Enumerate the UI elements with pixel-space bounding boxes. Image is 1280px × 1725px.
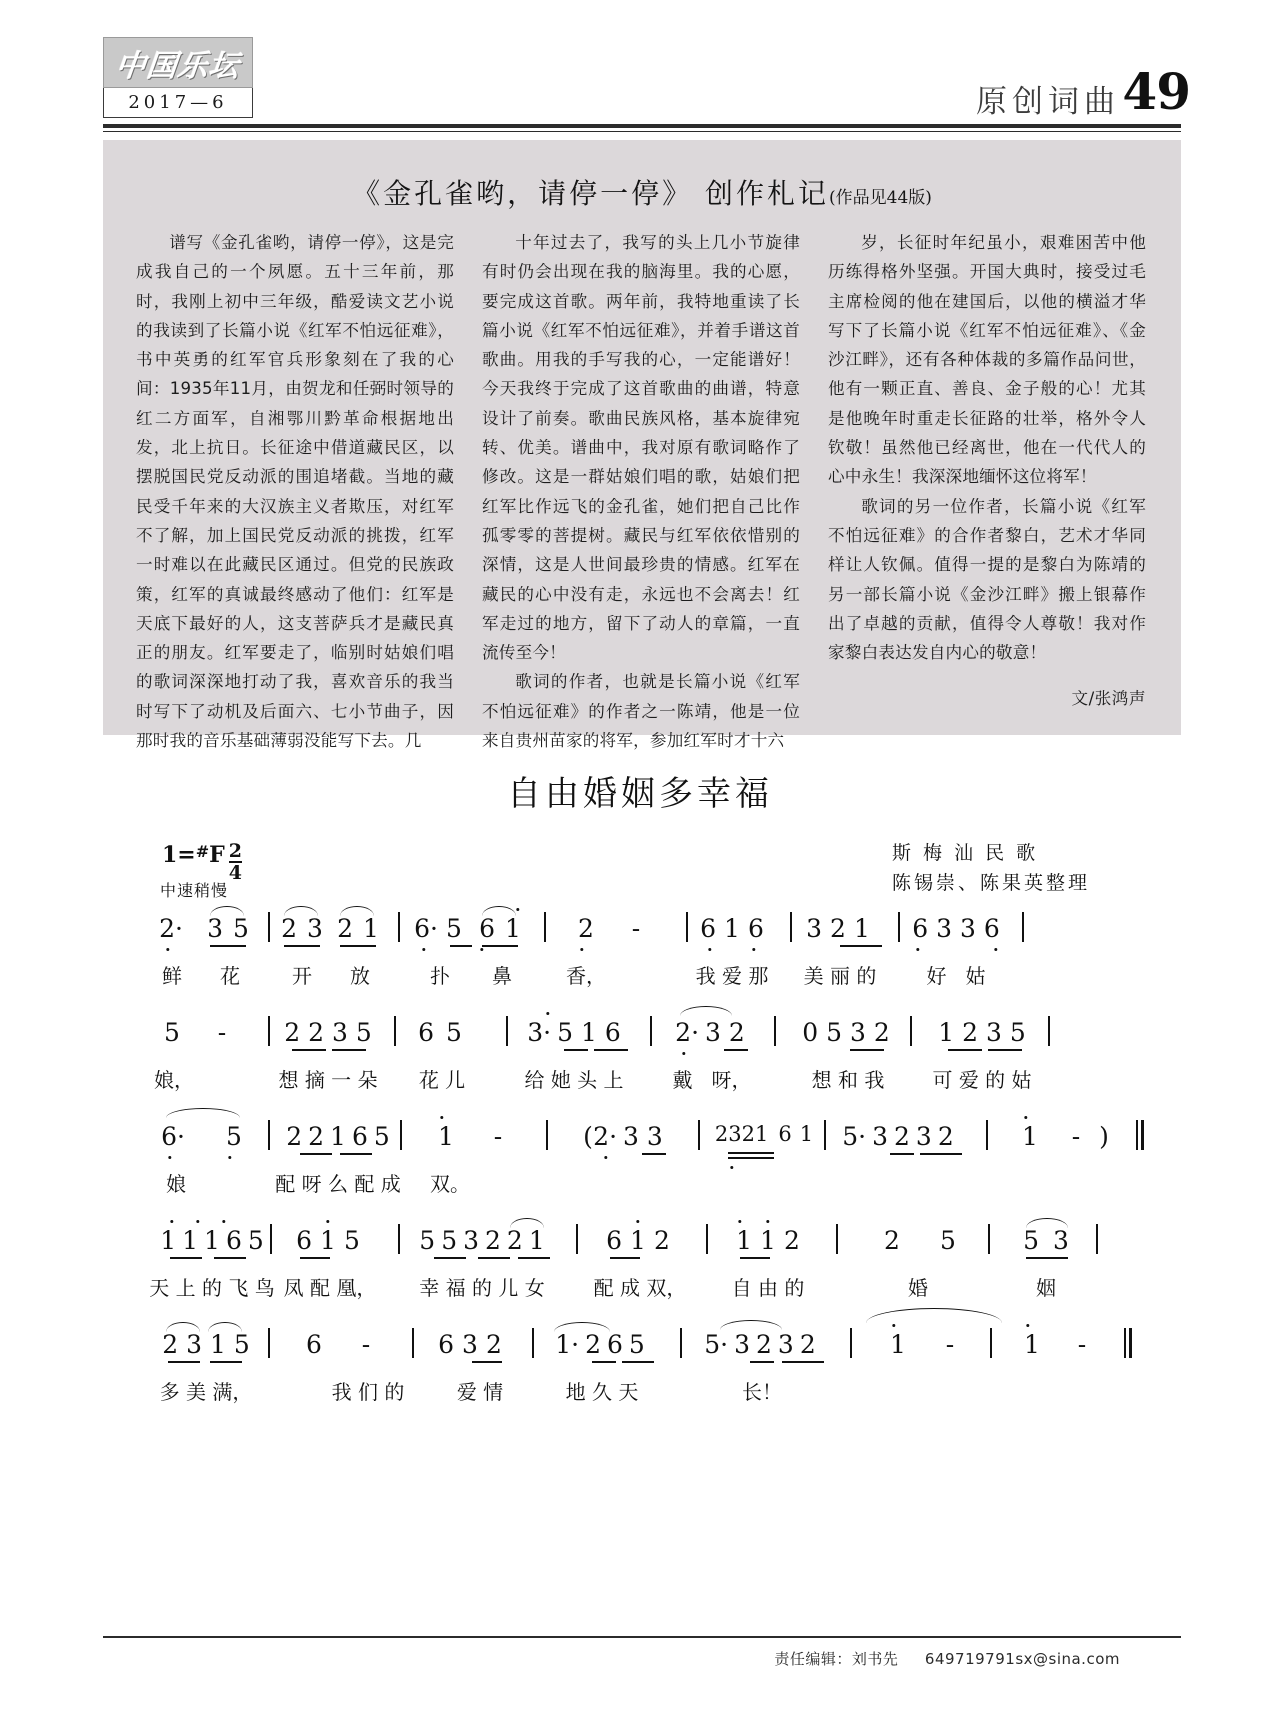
notes-row: 2 3 1 5 6 - 6 3 2 1· 2 6 5 5· 3 2 3 2 1 - 1 - bbox=[150, 1320, 1130, 1372]
staff-system-4 bbox=[150, 1216, 1130, 1320]
time-signature bbox=[229, 842, 242, 883]
article-columns bbox=[136, 228, 1148, 755]
article-title-sub: (作品见44版) bbox=[829, 188, 932, 208]
article-column-1 bbox=[136, 228, 454, 755]
article-column-2 bbox=[482, 228, 800, 755]
key-letter: F bbox=[209, 842, 225, 868]
staff-system-1 bbox=[150, 904, 1130, 1008]
footer-credits bbox=[774, 1648, 1120, 1669]
song-title: 自由婚姻多幸福 bbox=[507, 774, 773, 814]
article-paragraph: 谱写《金孔雀哟，请停一停》，这是完成我自己的一个夙愿。五十三年前，那时，我刚上初中三年级，酷爱读文艺小说的我读到了长篇小说《红军不怕远征难》，书中英勇的红军官兵形象刻在了我的心间：1935年11月，由贺龙和任弼时领导的红二方面军，自湘鄂川黔革命根据地出发，北上抗日。长征途中借道藏民区，以摆脱国民党反动派的围追堵截。当地的藏民受千年来的大汉族主义者欺压，对红军不了解，加上国民党反动派的挑拨，红军一时难以在此藏民区通过。但党的民族政策，红军的真诚最终感动了他们：红军是天底下最好的人，这支菩萨兵才是藏民真正的朋友。红军要走了，临别时姑娘们唱的歌词深深地打动了我，喜欢音乐的我当时写下了动机及后面六、七小节曲子，因那时我的音乐基础薄弱没能写下去。几 bbox=[136, 233, 454, 751]
issue-box bbox=[103, 88, 253, 118]
lyrics-row: 娘， 想 摘 一 朵 花 儿 给 她 头 上 戴 呀， 想 和 我 可 爱 的 姑 bbox=[154, 1068, 1032, 1092]
key-signature bbox=[162, 842, 242, 883]
header-rule-thin bbox=[103, 131, 1181, 132]
footer-rule bbox=[103, 1636, 1181, 1638]
tempo-marking: 中速稍慢 bbox=[160, 881, 229, 900]
notes-row: 1 1 1 6 5 6 1 5 5 5 3 2 2 1 6 1 2 1 1 2 2 5 5 3 bbox=[150, 1216, 1130, 1268]
score-header bbox=[150, 836, 1130, 904]
issue-label: 2017—6 bbox=[128, 92, 228, 113]
lyrics-row: 娘 配 呀 么 配 成 双。 bbox=[166, 1172, 470, 1196]
lyrics-row: 鲜 花 开 放 扑 鼻 香， 我 爱 那 美 丽 的 好 姑 bbox=[162, 964, 986, 988]
editor-email: 649719791sx@sina.com bbox=[924, 1650, 1120, 1668]
lyrics-row: 多 美 满， 我 们 的 爱 情 地 久 天 长！ bbox=[159, 1380, 782, 1404]
article-column-3 bbox=[828, 228, 1146, 755]
notes-row: 6· 5 2 2 1 6 5 1 - ( 2· 3 3 2321 6 1 5· 3 2 3 2 1 - ) bbox=[150, 1112, 1130, 1164]
editor-label: 责任编辑：刘书先 bbox=[774, 1650, 899, 1668]
article-title-main: 《金孔雀哟，请停一停》 创作札记 bbox=[352, 177, 829, 210]
staff-system-5 bbox=[150, 1320, 1130, 1424]
staff-system-2 bbox=[150, 1008, 1130, 1112]
lyrics-row: 天 上 的 飞 鸟 凤 配 凰， 幸 福 的 儿 女 配 成 双， 自 由 的 婚 姻 bbox=[149, 1276, 1056, 1300]
article-paragraph: 岁，长征时年纪虽小，艰难困苦中他历练得格外坚强。开国大典时，接受过毛主席检阅的他在建国后，以他的横溢才华写下了长篇小说《红军不怕远征难》、《金沙江畔》，还有各种体裁的多篇作品问世，他有一颗正直、善良、金子般的心！尤其是他晚年时重走长征路的壮举，格外令人钦敬！虽然他已经离世，他在一代代人的心中永生！我深深地缅怀这位将军！ bbox=[828, 233, 1146, 487]
article-title bbox=[103, 172, 1181, 212]
sharp-icon: # bbox=[195, 842, 210, 861]
key-label: 1= bbox=[162, 842, 196, 868]
meter-denominator: 4 bbox=[228, 862, 243, 884]
notes-row: 2· 3 5 2 3 2 1 6· 5 6 1 2 - 6 1 6 3 2 1 6 3 3 6 bbox=[150, 904, 1130, 956]
section-label: 原创词曲 bbox=[976, 84, 1120, 120]
magazine-logo bbox=[103, 37, 253, 88]
article-panel bbox=[103, 140, 1181, 751]
article-paragraph: 歌词的作者，也就是长篇小说《红军不怕远征难》的作者之一陈靖，他是一位来自贵州苗家的将军，参加红军时才十六 bbox=[482, 672, 800, 751]
header-rule-thick bbox=[103, 124, 1181, 128]
magazine-logo-text: 中国乐坛 bbox=[113, 48, 242, 84]
article-byline: 文/张鸿声 bbox=[1071, 689, 1146, 709]
article-paragraph: 十年过去了，我写的头上几小节旋律有时仍会出现在我的脑海里。我的心愿，要完成这首歌。两年前，我特地重读了长篇小说《红军不怕远征难》，并着手谱这首歌曲。用我的手写我的心，一定能谱好！今天我终于完成了这首歌曲的曲谱，特意设计了前奏。歌曲民族风格，基本旋律宛转、优美。谱曲中，我对原有歌词略作了修改。这是一群姑娘们唱的歌，姑娘们把红军比作远飞的金孔雀，她们把自己比作孤零零的菩提树。藏民与红军依依惜别的深情，这是人世间最珍贵的情感。红军在藏民的心中没有走，永远也不会离去！红军走过的地方，留下了动人的章篇，一直流传至今！ bbox=[482, 233, 800, 663]
page-number: 49 bbox=[1122, 62, 1190, 121]
credit-line-2: 陈锡崇、陈果英整理 bbox=[891, 872, 1090, 894]
music-score bbox=[0, 836, 1280, 1424]
credit-line-1: 斯 梅 汕 民 歌 bbox=[891, 842, 1039, 864]
staff-system-3 bbox=[150, 1112, 1130, 1216]
notes-row: 5 - 2 2 3 5 6 5 3· 5 1 6 2· 3 2 0 5 3 2 1 2 3 5 bbox=[150, 1008, 1130, 1060]
meter-numerator: 2 bbox=[228, 840, 243, 862]
article-paragraph: 歌词的另一位作者，长篇小说《红军不怕远征难》的合作者黎白，艺术才华同样让人钦佩。值得一提的是黎白为陈靖的另一部长篇小说《金沙江畔》搬上银幕作出了卓越的贡献，值得令人尊敬！我对作家黎白表达发自内心的敬意！ bbox=[828, 496, 1146, 663]
score-credits bbox=[892, 838, 1090, 898]
masthead bbox=[103, 37, 253, 118]
